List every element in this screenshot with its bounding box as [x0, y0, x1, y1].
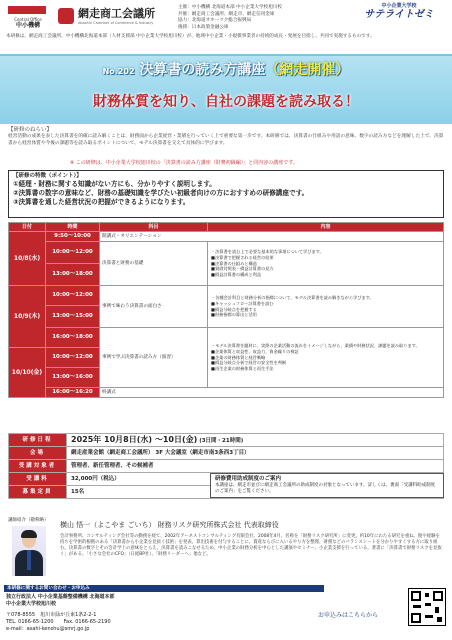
logo-mark [8, 6, 46, 14]
chamber-name: 網走商工会議所 [78, 7, 155, 20]
period-hours: (3日間・21時間) [199, 438, 244, 444]
content-line: ■企業体質と収益性、収益力、資金繰りの検証 [211, 348, 299, 354]
info-row [9, 447, 444, 460]
period-cell [67, 434, 444, 447]
time-cell: 13:00～15:00 [46, 306, 100, 328]
venue-label: 会場 [9, 447, 67, 460]
intro-text: 本研修は、網走商工会議所、中小機構北海道本部（人材支援部 中小企業大学校旭川校）が、地域中小企業・小規模事業者の持続的成長・発展を目指し、共同で実施するものです。 [6, 34, 375, 39]
qr-corner [411, 591, 421, 601]
date-cell: 10/9(木) [9, 286, 46, 348]
smrj-logo [8, 6, 48, 29]
aim-note: ※ この研修は、中小企業大学校旭川校の「決算書の読み方講座（財務初級編）」と同内容の講座です。 [70, 160, 298, 166]
time-cell: 13:00～16:00 [46, 368, 100, 388]
content-line: ・決算書を読む上で必要な基本的な事項について学びます。 [211, 249, 324, 255]
address-line: 〒078-8555 旭川市緑が丘東1条2-2-1 [6, 612, 97, 618]
course-place: （網走開催） [265, 62, 350, 78]
tel-line: TEL. 0166-65-1200 Fax. 0166-65-2190 [6, 619, 111, 625]
header-content: 内容 [208, 223, 444, 232]
time-cell: 16:00～16:20 [46, 388, 100, 398]
organizer-line: 共催：網走商工会議所、網走市、網走信用金庫 [178, 11, 275, 17]
time-cell: 10:00～12:00 [46, 286, 100, 306]
logo1-small: Central Office [14, 17, 42, 22]
feature-item: ②決算書の数字の意味など、財務の基礎知識を学びたい初級者向けの方におすすめの研修講座です。 [13, 188, 309, 197]
subject-cell: 事例で学ぶ決算書の読み方（演習） [100, 328, 208, 388]
target-value: 管理者、新任管理者、その候補者 [67, 460, 444, 473]
email-link[interactable]: e-mail：asahi-kenshu@smrj.go.jp [6, 626, 90, 632]
info-row [9, 460, 444, 473]
content-line: ■損益分岐点を把握する [211, 306, 257, 312]
table-row [9, 232, 444, 242]
lecturer-bio: 会計事務所、コンサルティング会社等の勤務を経て、2002年アーネストコンサルティング有限会社、2008年4月、名称を「財務リスク研究所」に変更。約10年にわたる研究を重ね、勘や経験を持ちを学術的根拠のある「決算書から小企業を見抜く技術」を発表、算出技術を付与することに、資産ならびに入いるやり方を整理、財務などのバランスシートを分かりやすくする方に取り組む。決算書の数字とその会計学上の意味をとらえ、決算書を読みこなせるため、中小企業の財務分析を中心とした講演やセミナー、小企業支援を行っている。著書に「決算書で財務リスクを見抜く」がある。「小さな会社のCFO」（日経BP社）、「財務リーダーへ」他など。 [60, 534, 442, 558]
contact-bar: 本研修に関するお問い合わせ・お申込み [4, 585, 324, 592]
fee-label: 受講料 [9, 473, 67, 486]
qr-code-icon[interactable] [408, 588, 446, 626]
content-line: ■企業の財務体質と経営戦略 [211, 354, 266, 360]
header-time: 時間 [46, 223, 100, 232]
satellite-seminar-logo [350, 3, 448, 31]
qr-corner [433, 591, 443, 601]
qr-dot [425, 603, 431, 606]
qr-dot [435, 607, 439, 613]
subsidy-box [210, 473, 444, 498]
chamber-name-en: Abashiri Chamber of Commerce & Industry [78, 21, 154, 25]
time-cell: 9:50～10:00 [46, 232, 100, 242]
organizer-line: 主催：中小機構 北海道本部 中小企業大学校旭川校 [178, 5, 282, 10]
subsidy-title: 研修費用助成制度のご案内 [215, 476, 282, 482]
capacity-value: 15名 [67, 486, 444, 499]
org-line: 独立行政法人 中小企業基盤整備機構 北海道本部 [6, 594, 115, 600]
lecturer-photo [12, 526, 46, 576]
content-line: ■損益計算書の構成と利益 [211, 272, 262, 277]
course-number: No.202 [102, 67, 135, 76]
schedule-header-row [9, 223, 444, 232]
aim-heading: 【研修のねらい】 [8, 127, 53, 133]
organizer-line: 協力：北海道オホーツク総合振興局 [178, 18, 252, 24]
content-line: ■財務指標の算出と活用 [211, 312, 257, 318]
chamber-icon [58, 8, 74, 24]
org-line: 中小企業大学校旭川校 [6, 600, 57, 607]
subject-cell: 決算書と財務の基礎 [100, 242, 208, 286]
lecturer-section [8, 518, 444, 584]
content-cell [208, 242, 444, 286]
target-label: 受講対象者 [9, 460, 67, 473]
content-line: ■キャッシュフロー計算書を読む [211, 300, 274, 306]
venue-value: 網走産業会館（網走商工会議所） 3F 大会議室（網走市南3条西3丁目） [67, 447, 444, 460]
content-line: ■決算書で把握される経営の結果 [211, 254, 274, 260]
content-cell [208, 286, 444, 328]
feature-item: ①経理・財務に関する知識がない方にも、分かりやすく説明します。 [13, 179, 216, 188]
content-cell [208, 328, 444, 388]
logo1-text: 中小機構 [15, 22, 40, 29]
content-line: ■再生企業の財務体質と再生手法 [211, 366, 274, 371]
contact-org [6, 594, 114, 608]
header-subject: 科目 [100, 223, 208, 232]
title-banner [0, 54, 452, 124]
organizer-info [178, 5, 328, 32]
period-label: 研修日程 [9, 434, 67, 447]
course-subtitle: 財務体質を知り、自社の課題を読み取る！ [93, 94, 359, 110]
header [0, 0, 452, 44]
qr-corner [411, 613, 421, 623]
aim-text: 経営活動の成果を表した決算書を的確に読み解くことは、財務面から企業経営・業績を行っていく上で重要な第一歩です。本研修では、決算書の仕組みや用語の意味、数字の読み方などを理解した上で、決算書から経営体質や今後の課題等を読み取るポイントについて、モデル決算書を交えて具体的に学びます。 [8, 134, 444, 146]
time-cell: 13:00～18:00 [46, 264, 100, 286]
table-row [9, 328, 444, 348]
date-cell: 10/10(金) [9, 348, 46, 398]
course-title: 決算書の読み方講座 [139, 62, 266, 78]
table-row [9, 242, 444, 264]
period-value: 2025年 10月8日(水) ～10日(金) [71, 435, 198, 444]
subject-cell: 終講式 [100, 388, 444, 398]
lecturer-label: 講師紹介（敬称略） [8, 518, 49, 523]
content-line: ・各種会計科目と財務分析の指標について、モデル決算書を読み解きながら学びます。 [211, 295, 374, 301]
lecturer-name: 横山 悟一（よこやま ごいち） 財務リスク研究所株式会社 代表取締役 [60, 521, 279, 529]
time-cell: 10:00～12:00 [46, 242, 100, 264]
banner-title-line [0, 62, 452, 80]
date-cell: 10/8(水) [9, 232, 46, 286]
qr-dot [437, 617, 442, 622]
table-row [9, 388, 444, 398]
qr-dot [425, 615, 433, 618]
header-date: 日付 [9, 223, 46, 232]
content-line: ■貸借対照表・損益計算書の見方 [211, 266, 274, 272]
photo-hair [21, 530, 37, 538]
photo-tie [27, 550, 31, 570]
schedule-table [8, 222, 444, 398]
contact-address [6, 612, 111, 633]
feature-item: ③決算書を通した経営状況の把握ができるようになります。 [13, 197, 190, 206]
fee-value: 32,000円（税込） [67, 473, 444, 486]
features-heading: 【研修の特徴（ポイント）】 [13, 173, 82, 179]
features-box [8, 170, 444, 218]
footer [0, 585, 452, 640]
organizer-line: 後援：日本政策金融公庫 [178, 24, 229, 30]
qr-dot [413, 605, 421, 608]
apply-link[interactable]: お申込みはこちらから [318, 612, 379, 619]
content-line: ■損益分岐点分析で経営の安全性を判断 [211, 360, 287, 366]
subject-cell: 事例で味わう決算書の面白さ [100, 286, 208, 328]
table-row [9, 286, 444, 306]
info-row [9, 434, 444, 447]
time-cell: 10:00～12:00 [46, 348, 100, 368]
subject-cell: 開講式・オリエンテーション [100, 232, 444, 242]
satellite-main: サテライトゼミ [364, 9, 434, 21]
abashiri-chamber-logo [58, 6, 158, 30]
subsidy-text: 本講座は、網走市並びに網走商工会議所の助成制度の対象となっています。詳しくは、裏面「受講料助成制度のご案内」をご覧ください。 [215, 482, 436, 494]
time-cell: 16:00～18:00 [46, 328, 100, 348]
content-line: ・モデル決算書を題材に、実際の企業活動の流れをイメージしながら、業績や財務状況、課題を読み取ります。 [211, 343, 420, 349]
content-line: ■決算書の仕組みと構造 [211, 260, 257, 266]
satellite-sub: 中小企業大学校 [381, 3, 417, 9]
capacity-label: 募集定員 [9, 486, 67, 499]
qr-dot [425, 593, 429, 597]
